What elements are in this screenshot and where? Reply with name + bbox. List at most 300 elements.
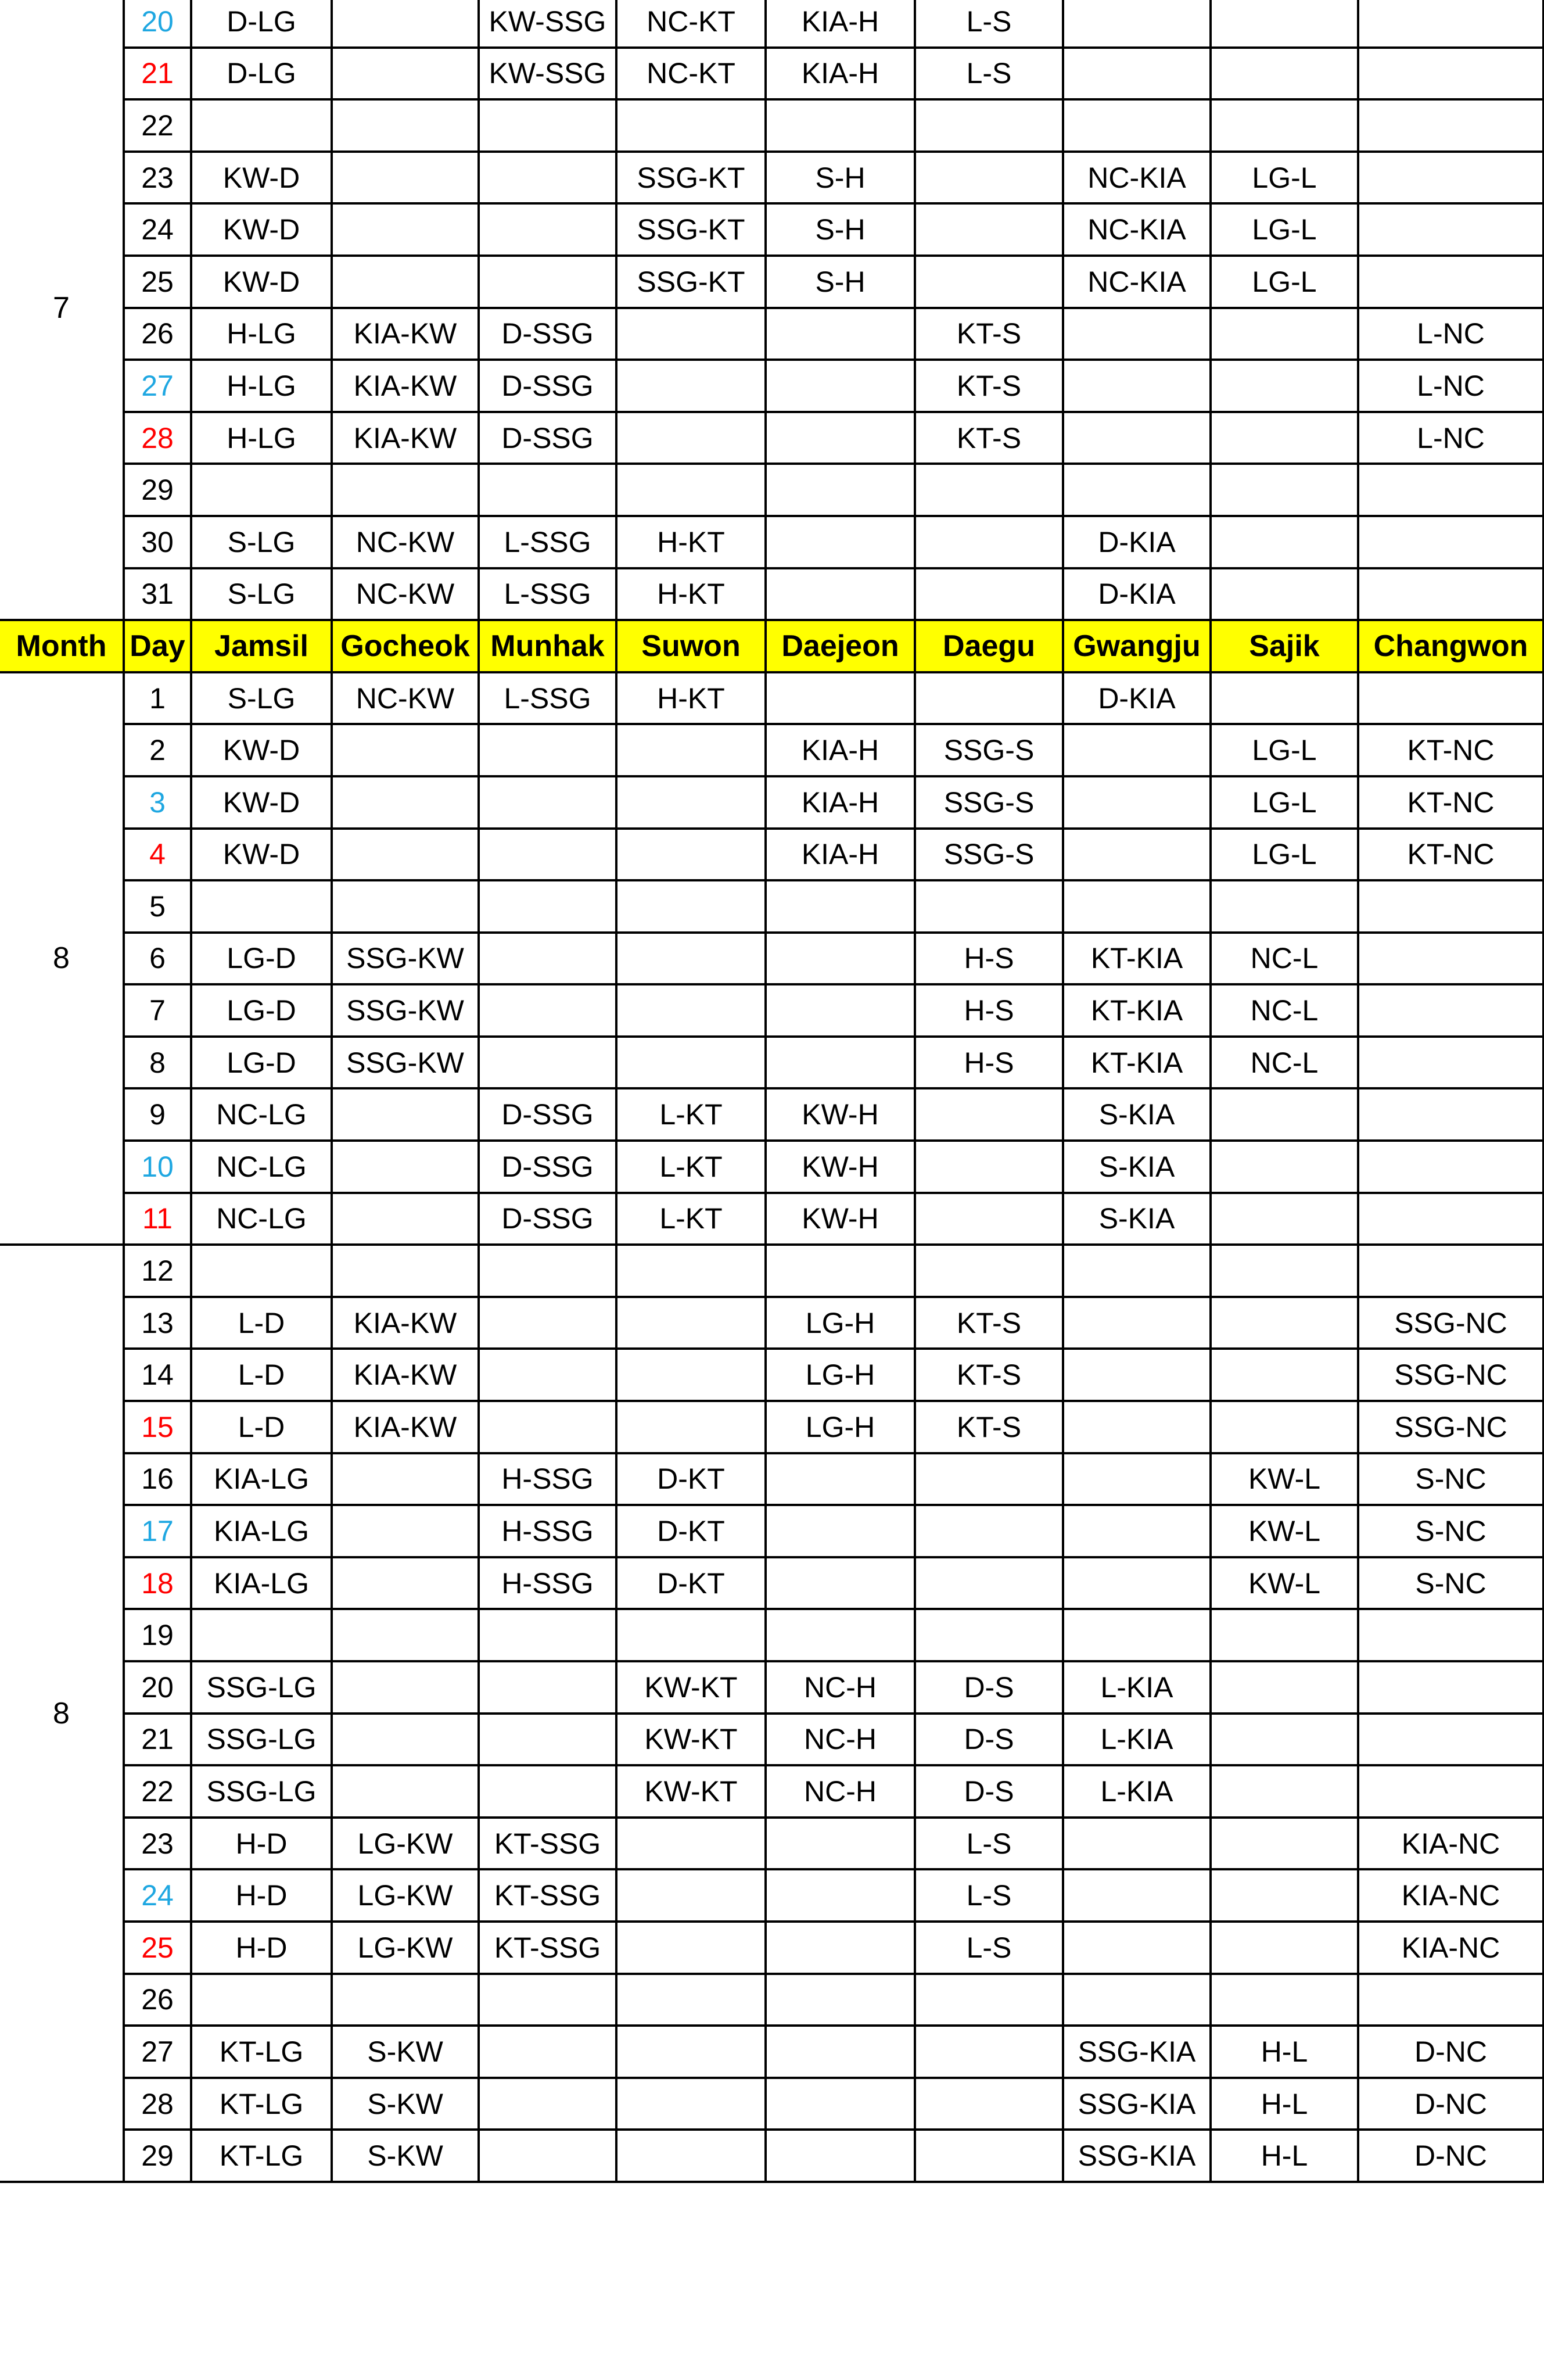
game-cell-jamsil: KW-D [191, 724, 332, 776]
game-cell-sajik [1211, 1609, 1358, 1661]
game-cell-gwangju [1063, 1818, 1211, 1870]
game-cell-munhak: D-SSG [479, 308, 616, 360]
day-cell: 29 [124, 464, 191, 516]
day-cell: 28 [124, 412, 191, 464]
game-cell-daejeon: KIA-H [766, 0, 915, 48]
game-cell-daegu [915, 1609, 1063, 1661]
game-cell-gwangju [1063, 880, 1211, 933]
game-cell-gocheok: S-KW [332, 2078, 479, 2130]
game-cell-jamsil: L-D [191, 1401, 332, 1453]
game-cell-daegu: D-S [915, 1714, 1063, 1766]
header-gocheok: Gocheok [332, 620, 479, 672]
month-cell: 8 [0, 672, 124, 1245]
game-cell-sajik [1211, 1714, 1358, 1766]
game-cell-sajik: H-L [1211, 2078, 1358, 2130]
day-cell: 28 [124, 2078, 191, 2130]
schedule-row [0, 203, 1543, 256]
game-cell-gwangju: SSG-KIA [1063, 2078, 1211, 2130]
game-cell-suwon [616, 829, 766, 881]
game-cell-gwangju [1063, 1349, 1211, 1401]
schedule-row [0, 880, 1543, 933]
day-cell: 27 [124, 2026, 191, 2078]
game-cell-suwon [616, 99, 766, 152]
game-cell-changwon: KT-NC [1358, 724, 1543, 776]
schedule-row [0, 1245, 1543, 1297]
game-cell-suwon: L-KT [616, 1193, 766, 1245]
game-cell-daegu: KT-S [915, 360, 1063, 412]
game-cell-changwon: KIA-NC [1358, 1869, 1543, 1922]
day-cell: 8 [124, 1037, 191, 1089]
day-cell: 10 [124, 1141, 191, 1193]
game-cell-daegu [915, 1141, 1063, 1193]
game-cell-changwon: S-NC [1358, 1453, 1543, 1506]
game-cell-munhak [479, 1609, 616, 1661]
game-cell-munhak [479, 1714, 616, 1766]
header-gwangju: Gwangju [1063, 620, 1211, 672]
game-cell-suwon: SSG-KT [616, 203, 766, 256]
game-cell-changwon [1358, 203, 1543, 256]
game-cell-jamsil: D-LG [191, 48, 332, 100]
game-cell-daegu [915, 1245, 1063, 1297]
game-cell-daegu: SSG-S [915, 724, 1063, 776]
game-cell-gwangju [1063, 412, 1211, 464]
schedule-row [0, 1141, 1543, 1193]
game-cell-munhak: D-SSG [479, 1088, 616, 1141]
game-cell-changwon [1358, 1141, 1543, 1193]
game-cell-changwon [1358, 933, 1543, 985]
game-cell-suwon [616, 984, 766, 1037]
game-cell-sajik: NC-L [1211, 984, 1358, 1037]
game-cell-sajik: NC-L [1211, 933, 1358, 985]
game-cell-munhak: D-SSG [479, 1141, 616, 1193]
game-cell-suwon [616, 1297, 766, 1349]
game-cell-changwon: S-NC [1358, 1557, 1543, 1610]
game-cell-jamsil: SSG-LG [191, 1714, 332, 1766]
game-cell-sajik: LG-L [1211, 152, 1358, 204]
game-cell-sajik [1211, 1818, 1358, 1870]
game-cell-daegu [915, 1557, 1063, 1610]
day-cell: 27 [124, 360, 191, 412]
game-cell-changwon [1358, 464, 1543, 516]
game-cell-sajik [1211, 516, 1358, 568]
game-cell-suwon: H-KT [616, 672, 766, 725]
schedule-row [0, 1869, 1543, 1922]
schedule-row [0, 1505, 1543, 1557]
game-cell-munhak [479, 203, 616, 256]
game-cell-gwangju: SSG-KIA [1063, 2026, 1211, 2078]
game-cell-daegu: SSG-S [915, 776, 1063, 829]
game-cell-munhak: D-SSG [479, 412, 616, 464]
game-cell-gwangju: S-KIA [1063, 1193, 1211, 1245]
game-cell-gocheok [332, 776, 479, 829]
game-cell-gwangju [1063, 1245, 1211, 1297]
day-cell: 23 [124, 152, 191, 204]
day-cell: 2 [124, 724, 191, 776]
day-cell: 18 [124, 1557, 191, 1610]
game-cell-sajik: LG-L [1211, 256, 1358, 308]
schedule-row [0, 308, 1543, 360]
schedule-row [0, 984, 1543, 1037]
schedule-row [0, 1297, 1543, 1349]
game-cell-sajik: H-L [1211, 2026, 1358, 2078]
game-cell-sajik [1211, 1869, 1358, 1922]
game-cell-changwon: SSG-NC [1358, 1401, 1543, 1453]
game-cell-changwon: D-NC [1358, 2078, 1543, 2130]
game-cell-gocheok: SSG-KW [332, 984, 479, 1037]
game-cell-gwangju [1063, 1557, 1211, 1610]
game-cell-jamsil [191, 1245, 332, 1297]
game-cell-changwon [1358, 1974, 1543, 2026]
day-cell: 20 [124, 1661, 191, 1714]
header-suwon: Suwon [616, 620, 766, 672]
game-cell-gocheok [332, 99, 479, 152]
game-cell-daejeon [766, 1453, 915, 1506]
game-cell-sajik [1211, 1922, 1358, 1974]
game-cell-munhak [479, 99, 616, 152]
day-cell: 7 [124, 984, 191, 1037]
game-cell-changwon [1358, 99, 1543, 152]
game-cell-jamsil: KIA-LG [191, 1453, 332, 1506]
game-cell-sajik: H-L [1211, 2130, 1358, 2182]
game-cell-munhak: H-SSG [479, 1505, 616, 1557]
game-cell-daejeon: KW-H [766, 1088, 915, 1141]
game-cell-changwon: SSG-NC [1358, 1349, 1543, 1401]
game-cell-suwon: D-KT [616, 1453, 766, 1506]
day-cell: 22 [124, 1765, 191, 1818]
game-cell-daejeon [766, 1245, 915, 1297]
day-cell: 24 [124, 1869, 191, 1922]
game-cell-sajik [1211, 308, 1358, 360]
game-cell-jamsil: KW-D [191, 152, 332, 204]
schedule-row [0, 568, 1543, 621]
game-cell-sajik: LG-L [1211, 203, 1358, 256]
game-cell-changwon: KT-NC [1358, 829, 1543, 881]
game-cell-munhak: L-SSG [479, 516, 616, 568]
game-cell-munhak: H-SSG [479, 1557, 616, 1610]
game-cell-daegu: KT-S [915, 308, 1063, 360]
game-cell-daegu [915, 568, 1063, 621]
game-cell-changwon [1358, 1088, 1543, 1141]
game-cell-gwangju [1063, 776, 1211, 829]
game-cell-daegu: H-S [915, 1037, 1063, 1089]
game-cell-suwon: L-KT [616, 1088, 766, 1141]
game-cell-sajik [1211, 880, 1358, 933]
game-cell-changwon: D-NC [1358, 2026, 1543, 2078]
header-daejeon: Daejeon [766, 620, 915, 672]
game-cell-gwangju [1063, 308, 1211, 360]
game-cell-gwangju: L-KIA [1063, 1714, 1211, 1766]
game-cell-jamsil: H-D [191, 1818, 332, 1870]
game-cell-suwon [616, 1974, 766, 2026]
game-cell-suwon [616, 1245, 766, 1297]
game-cell-munhak: KT-SSG [479, 1869, 616, 1922]
game-cell-gocheok [332, 1141, 479, 1193]
header-month: Month [0, 620, 124, 672]
game-cell-sajik [1211, 1349, 1358, 1401]
game-cell-sajik [1211, 672, 1358, 725]
game-cell-daegu: H-S [915, 984, 1063, 1037]
schedule-row [0, 412, 1543, 464]
game-cell-jamsil: KW-D [191, 256, 332, 308]
game-cell-munhak [479, 2026, 616, 2078]
game-cell-suwon [616, 1401, 766, 1453]
game-cell-munhak [479, 464, 616, 516]
game-cell-changwon [1358, 1245, 1543, 1297]
game-cell-daegu: KT-S [915, 1297, 1063, 1349]
game-cell-daegu: L-S [915, 48, 1063, 100]
game-cell-jamsil: KT-LG [191, 2130, 332, 2182]
game-cell-changwon: S-NC [1358, 1505, 1543, 1557]
game-cell-jamsil: NC-LG [191, 1193, 332, 1245]
game-cell-gocheok [332, 724, 479, 776]
game-cell-changwon [1358, 1661, 1543, 1714]
game-cell-suwon: NC-KT [616, 0, 766, 48]
game-cell-suwon [616, 1922, 766, 1974]
game-cell-suwon [616, 308, 766, 360]
game-cell-daejeon: LG-H [766, 1297, 915, 1349]
day-cell: 25 [124, 256, 191, 308]
game-cell-jamsil: H-D [191, 1922, 332, 1974]
game-cell-suwon [616, 1609, 766, 1661]
game-cell-suwon: H-KT [616, 516, 766, 568]
game-cell-daejeon [766, 568, 915, 621]
game-cell-munhak [479, 1661, 616, 1714]
game-cell-munhak [479, 933, 616, 985]
game-cell-daejeon [766, 412, 915, 464]
game-cell-gocheok: SSG-KW [332, 933, 479, 985]
day-cell: 26 [124, 308, 191, 360]
game-cell-munhak [479, 829, 616, 881]
game-cell-sajik: LG-L [1211, 724, 1358, 776]
game-cell-gocheok: KIA-KW [332, 1297, 479, 1349]
game-cell-gocheok [332, 1661, 479, 1714]
game-cell-jamsil: KIA-LG [191, 1505, 332, 1557]
schedule-row [0, 99, 1543, 152]
schedule-row [0, 776, 1543, 829]
game-cell-jamsil: KW-D [191, 829, 332, 881]
game-cell-munhak [479, 1037, 616, 1089]
game-cell-gwangju [1063, 1453, 1211, 1506]
game-cell-jamsil: LG-D [191, 1037, 332, 1089]
game-cell-jamsil: SSG-LG [191, 1661, 332, 1714]
game-cell-gocheok [332, 48, 479, 100]
game-cell-gocheok [332, 1193, 479, 1245]
game-cell-changwon [1358, 1714, 1543, 1766]
day-cell: 19 [124, 1609, 191, 1661]
game-cell-changwon [1358, 0, 1543, 48]
game-cell-suwon: L-KT [616, 1141, 766, 1193]
game-cell-jamsil [191, 464, 332, 516]
game-cell-sajik [1211, 412, 1358, 464]
day-cell: 26 [124, 1974, 191, 2026]
schedule-row [0, 1922, 1543, 1974]
game-cell-suwon: SSG-KT [616, 152, 766, 204]
schedule-row [0, 1974, 1543, 2026]
game-cell-daejeon [766, 1818, 915, 1870]
game-cell-jamsil: SSG-LG [191, 1765, 332, 1818]
day-cell: 5 [124, 880, 191, 933]
game-cell-suwon [616, 412, 766, 464]
game-cell-suwon: H-KT [616, 568, 766, 621]
game-cell-sajik [1211, 1297, 1358, 1349]
game-cell-daegu [915, 2130, 1063, 2182]
game-cell-gocheok [332, 0, 479, 48]
game-cell-munhak [479, 724, 616, 776]
game-cell-jamsil [191, 880, 332, 933]
game-cell-suwon: D-KT [616, 1505, 766, 1557]
game-cell-sajik [1211, 464, 1358, 516]
game-cell-jamsil: KW-D [191, 776, 332, 829]
game-cell-gwangju [1063, 1505, 1211, 1557]
game-cell-changwon [1358, 880, 1543, 933]
game-cell-changwon [1358, 48, 1543, 100]
day-cell: 15 [124, 1401, 191, 1453]
game-cell-daejeon [766, 360, 915, 412]
game-cell-gwangju: D-KIA [1063, 672, 1211, 725]
schedule-row [0, 1453, 1543, 1506]
game-cell-gocheok [332, 203, 479, 256]
game-cell-gocheok: KIA-KW [332, 412, 479, 464]
game-cell-changwon [1358, 672, 1543, 725]
game-cell-daejeon: KIA-H [766, 724, 915, 776]
game-cell-gocheok [332, 1505, 479, 1557]
game-cell-daejeon: KIA-H [766, 776, 915, 829]
game-cell-gocheok [332, 1609, 479, 1661]
day-cell: 13 [124, 1297, 191, 1349]
game-cell-changwon: L-NC [1358, 360, 1543, 412]
game-cell-munhak [479, 2078, 616, 2130]
game-cell-changwon: L-NC [1358, 308, 1543, 360]
game-cell-suwon [616, 1818, 766, 1870]
game-cell-suwon [616, 933, 766, 985]
schedule-row [0, 1401, 1543, 1453]
game-cell-jamsil: S-LG [191, 672, 332, 725]
game-cell-daegu [915, 516, 1063, 568]
game-cell-daegu: L-S [915, 1818, 1063, 1870]
header-changwon: Changwon [1358, 620, 1543, 672]
game-cell-jamsil: LG-D [191, 933, 332, 985]
game-cell-daejeon [766, 2078, 915, 2130]
game-cell-daegu: L-S [915, 1922, 1063, 1974]
day-cell: 9 [124, 1088, 191, 1141]
game-cell-gwangju: NC-KIA [1063, 203, 1211, 256]
schedule-row [0, 1609, 1543, 1661]
game-cell-daejeon [766, 1557, 915, 1610]
game-cell-changwon: KIA-NC [1358, 1922, 1543, 1974]
game-cell-sajik [1211, 1193, 1358, 1245]
header-sajik: Sajik [1211, 620, 1358, 672]
game-cell-jamsil: KT-LG [191, 2026, 332, 2078]
day-cell: 14 [124, 1349, 191, 1401]
schedule-row [0, 1765, 1543, 1818]
game-cell-gocheok [332, 1974, 479, 2026]
game-cell-munhak [479, 880, 616, 933]
game-cell-daejeon [766, 1609, 915, 1661]
game-cell-munhak: L-SSG [479, 672, 616, 725]
schedule-row [0, 1349, 1543, 1401]
game-cell-changwon: L-NC [1358, 412, 1543, 464]
game-cell-changwon: KT-NC [1358, 776, 1543, 829]
day-cell: 21 [124, 1714, 191, 1766]
game-cell-munhak [479, 1974, 616, 2026]
game-cell-suwon [616, 724, 766, 776]
day-cell: 25 [124, 1922, 191, 1974]
game-cell-sajik [1211, 1141, 1358, 1193]
game-cell-suwon: SSG-KT [616, 256, 766, 308]
game-cell-sajik [1211, 360, 1358, 412]
game-cell-jamsil: NC-LG [191, 1141, 332, 1193]
game-cell-daegu [915, 464, 1063, 516]
game-cell-changwon: D-NC [1358, 2130, 1543, 2182]
game-cell-sajik: LG-L [1211, 776, 1358, 829]
day-cell: 20 [124, 0, 191, 48]
game-cell-munhak [479, 1349, 616, 1401]
game-cell-munhak: KT-SSG [479, 1922, 616, 1974]
game-cell-changwon: KIA-NC [1358, 1818, 1543, 1870]
day-cell: 30 [124, 516, 191, 568]
game-cell-changwon [1358, 1609, 1543, 1661]
game-cell-munhak: L-SSG [479, 568, 616, 621]
game-cell-daejeon [766, 516, 915, 568]
game-cell-suwon: NC-KT [616, 48, 766, 100]
game-cell-gocheok: S-KW [332, 2026, 479, 2078]
game-cell-jamsil: L-D [191, 1349, 332, 1401]
game-cell-daegu: D-S [915, 1661, 1063, 1714]
game-cell-sajik: KW-L [1211, 1557, 1358, 1610]
game-cell-changwon [1358, 1765, 1543, 1818]
game-cell-suwon: KW-KT [616, 1661, 766, 1714]
game-cell-jamsil: KT-LG [191, 2078, 332, 2130]
game-cell-munhak [479, 1765, 616, 1818]
game-cell-gwangju: KT-KIA [1063, 1037, 1211, 1089]
game-cell-suwon [616, 2078, 766, 2130]
game-cell-sajik [1211, 568, 1358, 621]
game-cell-daegu: KT-S [915, 412, 1063, 464]
game-cell-daegu: SSG-S [915, 829, 1063, 881]
header-daegu: Daegu [915, 620, 1063, 672]
game-cell-gocheok [332, 1714, 479, 1766]
schedule-row [0, 256, 1543, 308]
game-cell-sajik: KW-L [1211, 1505, 1358, 1557]
game-cell-daegu [915, 203, 1063, 256]
game-cell-daejeon: NC-H [766, 1714, 915, 1766]
schedule-row [0, 829, 1543, 881]
game-cell-sajik [1211, 1974, 1358, 2026]
game-cell-sajik [1211, 0, 1358, 48]
game-cell-jamsil: NC-LG [191, 1088, 332, 1141]
schedule-row [0, 48, 1543, 100]
day-cell: 6 [124, 933, 191, 985]
game-cell-munhak: H-SSG [479, 1453, 616, 1506]
game-cell-daejeon [766, 2026, 915, 2078]
game-cell-munhak: KW-SSG [479, 48, 616, 100]
day-cell: 31 [124, 568, 191, 621]
day-cell: 3 [124, 776, 191, 829]
game-cell-jamsil [191, 1609, 332, 1661]
schedule-row [0, 933, 1543, 985]
game-cell-daejeon [766, 984, 915, 1037]
game-cell-gocheok [332, 256, 479, 308]
game-cell-sajik: NC-L [1211, 1037, 1358, 1089]
game-cell-daejeon: S-H [766, 203, 915, 256]
game-cell-gwangju [1063, 48, 1211, 100]
day-cell: 21 [124, 48, 191, 100]
game-cell-suwon [616, 776, 766, 829]
game-cell-gocheok: SSG-KW [332, 1037, 479, 1089]
day-cell: 4 [124, 829, 191, 881]
game-cell-gocheok [332, 1088, 479, 1141]
schedule-row [0, 0, 1543, 48]
